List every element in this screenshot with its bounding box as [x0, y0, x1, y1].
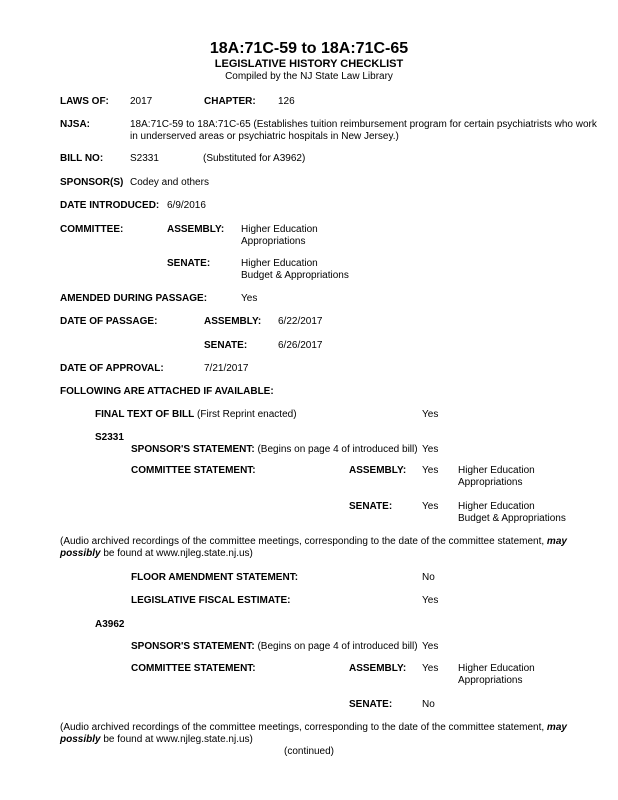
sponsors-label: SPONSOR(S) [60, 177, 124, 188]
page-title: 18A:71C-59 to 18A:71C-65 [209, 40, 409, 57]
passage-assembly-date: 6/22/2017 [278, 316, 323, 327]
passage-senate-label: SENATE: [204, 340, 248, 351]
s2331-assembly-committee-1: Higher Education [458, 465, 535, 476]
s2331-senate-committee-1: Higher Education [458, 501, 535, 512]
chapter-value: 126 [278, 96, 295, 107]
compiled-by: Compiled by the NJ State Law Library [225, 71, 393, 82]
s2331-sponsor-row [131, 444, 418, 456]
s2331-senate-committee-2: Budget & Appropriations [458, 513, 566, 524]
bill-no-note: (Substituted for A3962) [203, 153, 306, 164]
date-introduced-value: 6/9/2016 [167, 200, 206, 211]
committee-assembly-label: ASSEMBLY: [167, 224, 225, 235]
audio-note-2 [60, 722, 605, 746]
passage-senate-date: 6/26/2017 [278, 340, 323, 351]
s2331-assembly-value: Yes [422, 465, 439, 476]
date-of-approval-value: 7/21/2017 [204, 363, 249, 374]
final-text-row [95, 409, 297, 421]
audio-note-2-after: be found at www.njleg.state.nj.us) [100, 734, 253, 745]
a3962-assembly-label: ASSEMBLY: [349, 663, 407, 674]
committee-senate-1: Higher Education [241, 258, 318, 269]
audio-note-after: be found at www.njleg.state.nj.us) [100, 548, 253, 559]
floor-amendment-value: No [422, 572, 435, 583]
s2331-committee-label: COMMITTEE STATEMENT: [131, 465, 256, 476]
s2331-sponsor-value: Yes [422, 444, 439, 455]
audio-note-before: (Audio archived recordings of the committee meetings, corresponding to the date of the committee statement, [60, 536, 547, 547]
date-of-passage-label: DATE OF PASSAGE: [60, 316, 158, 327]
floor-amendment-label: FLOOR AMENDMENT STATEMENT: [131, 572, 299, 583]
a3962-committee-label: COMMITTEE STATEMENT: [131, 663, 256, 674]
final-text-note: (First Reprint enacted) [197, 409, 297, 420]
a3962-sponsor-note: (Begins on page 4 of introduced bill) [257, 641, 418, 652]
s2331-sponsor-note: (Begins on page 4 of introduced bill) [257, 444, 418, 455]
a3962-assembly-committee-1: Higher Education [458, 663, 535, 674]
a3962-assembly-value: Yes [422, 663, 439, 674]
njsa-value: 18A:71C-59 to 18A:71C-65 (Establishes tuition reimbursement program for certain psychiatrists who work in underserved areas or psychiatric hospitals in New Jersey.) [130, 119, 597, 142]
s2331-senate-value: Yes [422, 501, 439, 512]
a3962-bill-label: A3962 [95, 619, 125, 630]
bill-no-label: BILL NO: [60, 153, 104, 164]
s2331-bill-label: S2331 [95, 432, 124, 443]
a3962-senate-value: No [422, 699, 435, 710]
s2331-assembly-label: ASSEMBLY: [349, 465, 407, 476]
committee-label: COMMITTEE: [60, 224, 124, 235]
audio-note [60, 536, 605, 560]
a3962-sponsor-label: SPONSOR'S STATEMENT: [131, 641, 255, 652]
fiscal-estimate-value: Yes [422, 595, 439, 606]
s2331-sponsor-label: SPONSOR'S STATEMENT: [131, 444, 255, 455]
sponsors-value: Codey and others [130, 177, 209, 188]
committee-senate-label: SENATE: [167, 258, 211, 269]
final-text-value: Yes [422, 409, 439, 420]
audio-note-2-emph: may possibly [60, 722, 567, 745]
bill-no-value: S2331 [130, 153, 159, 164]
a3962-assembly-committee-2: Appropriations [458, 675, 523, 686]
audio-note-emph: may possibly [60, 536, 567, 559]
date-of-approval-label: DATE OF APPROVAL: [60, 363, 164, 374]
amended-value: Yes [241, 293, 258, 304]
committee-assembly-1: Higher Education [241, 224, 318, 235]
laws-of-label: LAWS OF: [60, 96, 109, 107]
passage-assembly-label: ASSEMBLY: [204, 316, 262, 327]
continued-note: (continued) [283, 746, 335, 757]
laws-of-value: 2017 [130, 96, 153, 107]
njsa-label: NJSA: [60, 119, 91, 130]
page-subtitle: LEGISLATIVE HISTORY CHECKLIST [214, 58, 404, 70]
a3962-sponsor-value: Yes [422, 641, 439, 652]
date-introduced-label: DATE INTRODUCED: [60, 200, 160, 211]
committee-senate-2: Budget & Appropriations [241, 270, 349, 281]
a3962-sponsor-row [131, 641, 418, 653]
committee-assembly-2: Appropriations [241, 236, 306, 247]
chapter-label: CHAPTER: [204, 96, 256, 107]
s2331-senate-label: SENATE: [349, 501, 393, 512]
fiscal-estimate-label: LEGISLATIVE FISCAL ESTIMATE: [131, 595, 291, 606]
amended-label: AMENDED DURING PASSAGE: [60, 293, 208, 304]
audio-note-2-before: (Audio archived recordings of the committee meetings, corresponding to the date of the committee statement, [60, 722, 547, 733]
attached-heading: FOLLOWING ARE ATTACHED IF AVAILABLE: [60, 386, 274, 397]
final-text-label: FINAL TEXT OF BILL [95, 409, 195, 420]
s2331-assembly-committee-2: Appropriations [458, 477, 523, 488]
a3962-senate-label: SENATE: [349, 699, 393, 710]
